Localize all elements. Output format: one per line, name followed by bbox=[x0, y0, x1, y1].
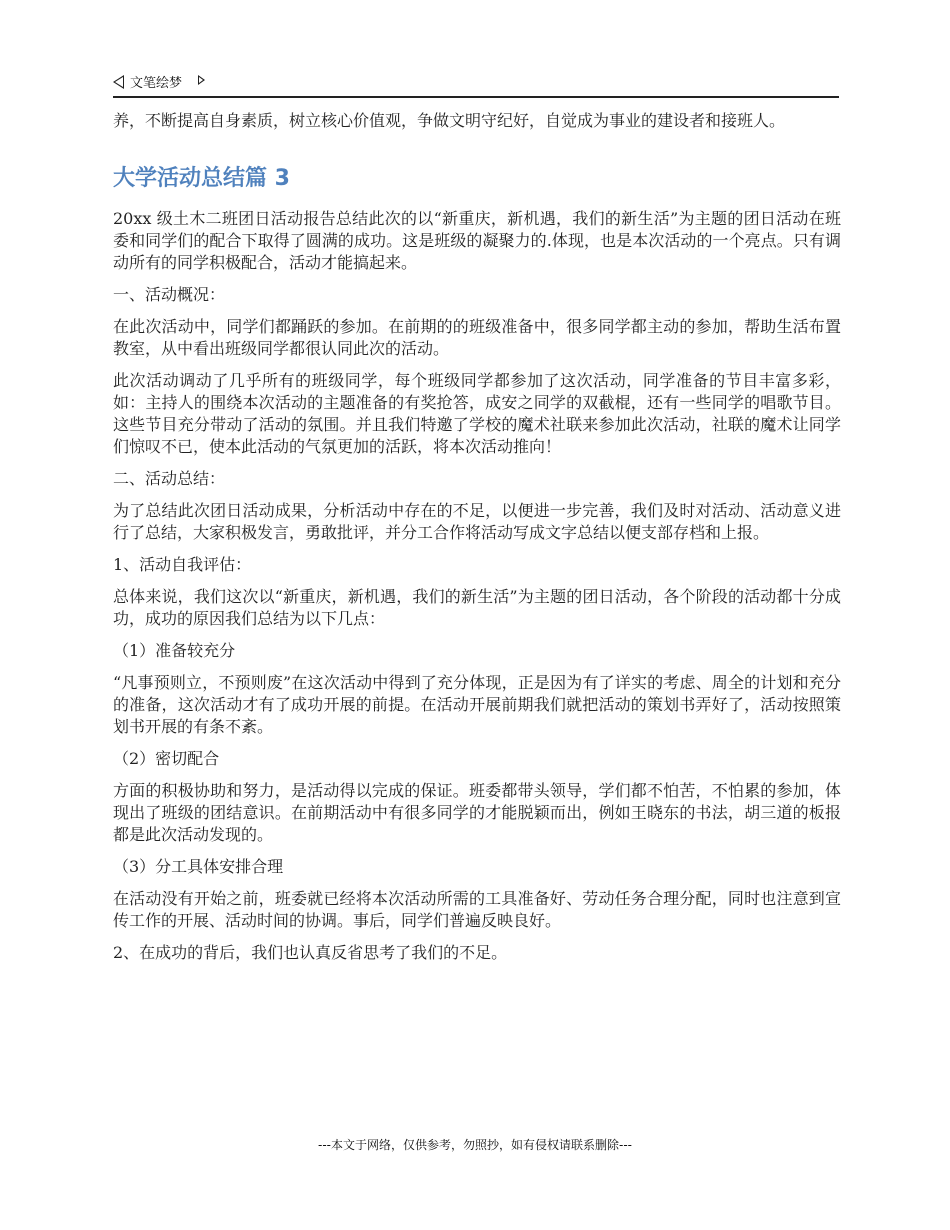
triangle-left-icon bbox=[113, 75, 124, 89]
subheading-overview: 一、活动概况： bbox=[113, 285, 226, 304]
paragraph-2: 在此次活动中，同学们都踊跃的参加。在前期的的班级准备中，很多同学都主动的参加，帮助生活布置教室，从中看出班级同学都很认同此次的活动。 bbox=[113, 317, 841, 358]
paragraph-6: “凡事预则立，不预则废”在这次活动中得到了充分体现，正是因为有了详实的考虑、周全的计划和充分的准备，这次活动才有了成功开展的前提。在活动开展前期我们就把活动的策划书弄好了，活动按照策划书开展的有条不紊。 bbox=[113, 673, 841, 736]
paragraph-9: 2、在成功的背后，我们也认真反省思考了我们的不足。 bbox=[113, 943, 508, 962]
document-body bbox=[113, 110, 841, 974]
subheading-cooperation: （2）密切配合 bbox=[113, 749, 220, 768]
paragraph-5: 总体来说，我们这次以“新重庆，新机遇，我们的新生活”为主题的团日活动，各个阶段的活动都十分成功，成功的原因我们总结为以下几点： bbox=[113, 587, 841, 628]
brand-name: 文笔绘梦 bbox=[130, 76, 183, 91]
page-header bbox=[113, 70, 839, 98]
paragraph-7: 方面的积极协助和努力，是活动得以完成的保证。班委都带头领导，学们都不怕苦，不怕累的参加，体现出了班级的团结意识。在前期活动中有很多同学的才能脱颖而出，例如王晓东的书法，胡三道的板报都是此次活动发现的。 bbox=[113, 781, 841, 844]
header-brand bbox=[113, 72, 205, 91]
paragraph-8: 在活动没有开始之前，班委就已经将本次活动所需的工具准备好、劳动任务合理分配，同时也注意到宣传工作的开展、活动时间的协调。事后，同学们普遍反映良好。 bbox=[113, 889, 841, 930]
paragraph-1: 20xx 级土木二班团日活动报告总结此次的以“新重庆，新机遇，我们的新生活”为主题的团日活动在班委和同学们的配合下取得了圆满的成功。这是班级的凝聚力的.体现，也是本次活动的一个亮点。只有调动所有的同学积极配合，活动才能搞起来。 bbox=[113, 209, 841, 272]
intro-paragraph: 养，不断提高自身素质，树立核心价值观，争做文明守纪好，自觉成为事业的建设者和接班人。 bbox=[113, 111, 786, 130]
subheading-preparation: （1）准备较充分 bbox=[113, 641, 236, 660]
subheading-self-assessment: 1、活动自我评估： bbox=[113, 555, 252, 574]
section-title: 大学活动总结篇 3 bbox=[113, 166, 290, 191]
subheading-summary: 二、活动总结： bbox=[113, 469, 226, 488]
page-footer: ---本文于网络，仅供参考，勿照抄，如有侵权请联系删除--- bbox=[318, 1138, 632, 1152]
paragraph-4: 为了总结此次团日活动成果，分析活动中存在的不足，以便进一步完善，我们及时对活动、活动意义进行了总结，大家积极发言，勇敢批评，并分工合作将活动写成文字总结以便支部存档和上报。 bbox=[113, 501, 841, 542]
subheading-arrangement: （3）分工具体安排合理 bbox=[113, 857, 284, 876]
triangle-right-icon bbox=[198, 75, 205, 85]
paragraph-3: 此次活动调动了几乎所有的班级同学，每个班级同学都参加了这次活动，同学准备的节目丰富多彩，如：主持人的围绕本次活动的主题准备的有奖抢答，成安之同学的双截棍，还有一些同学的唱歌节目。这些节目充分带动了活动的氛围。并且我们特邀了学校的魔术社联来参加此次活动，社联的魔术让同学们惊叹不已，使本此活动的气氛更加的活跃，将本次活动推向！ bbox=[113, 371, 841, 456]
